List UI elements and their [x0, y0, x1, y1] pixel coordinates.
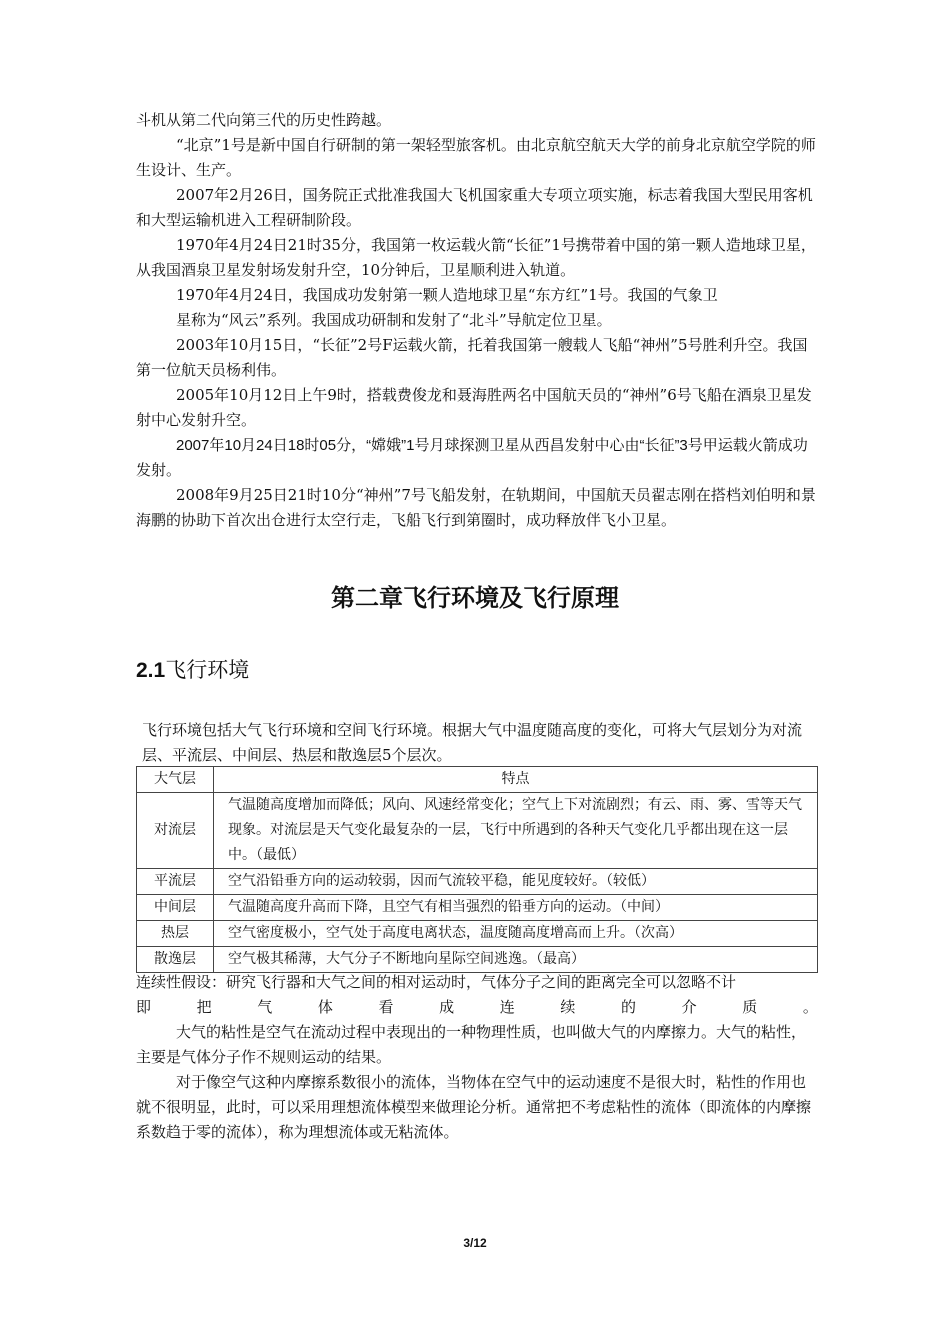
page-number: 3/12 [463, 1236, 487, 1250]
layer-name: 散逸层 [137, 947, 214, 973]
layer-name: 平流层 [137, 869, 214, 895]
section-number: 2.1 [136, 659, 166, 682]
layer-feature: 空气极其稀薄，大气分子不断地向星际空间逃逸。（最高） [214, 947, 818, 973]
layer-feature: 空气沿铅垂方向的运动较弱，因而气流较平稳，能见度较好。（较低） [214, 869, 818, 895]
table-row [137, 921, 818, 947]
table-row [137, 869, 818, 895]
section-title: 飞行环境 [165, 658, 250, 682]
continuity-assumption-line: 连续性假设：研究飞行器和大气之间的相对运动时，气体分子之间的距离完全可以忽略不计 [136, 973, 737, 991]
justified-char: 气 [257, 998, 273, 1016]
justified-char: 体 [317, 998, 333, 1016]
paragraph-shenzhou-6: 2005年10月12日上午9时，搭载费俊龙和聂海胜两名中国航天员的“神州”6号飞船在酒泉卫星发射中心发射升空。 [136, 386, 812, 429]
justified-char: 。 [802, 998, 818, 1016]
justified-char: 续 [560, 998, 576, 1016]
paragraph-fighter-generation: 斗机从第二代向第三代的历史性跨越。 [136, 111, 392, 129]
justified-char: 把 [196, 998, 212, 1016]
table-row [137, 793, 818, 869]
justified-char: 即 [136, 998, 152, 1016]
justified-char: 的 [621, 998, 637, 1016]
continuity-justified-line [136, 995, 818, 1020]
table-header-row [137, 767, 818, 793]
paragraph-change-1: 2007年10月24日18时05分，“嫦娥”1号月球探测卫星从西昌发射中心由“长征”3号甲运载火箭成功发射。 [136, 437, 808, 479]
viscosity-paragraph: 大气的粘性是空气在流动过程中表现出的一种物理性质，也叫做大气的内摩擦力。大气的粘性，主要是气体分子作不规则运动的结果。 [136, 1023, 807, 1066]
table-row [137, 895, 818, 921]
paragraph-beijing-1: “北京”1号是新中国自行研制的第一架轻型旅客机。由北京航空航天大学的前身北京航空学院的师生设计、生产。 [136, 136, 816, 179]
table-header-layer: 大气层 [137, 767, 214, 793]
layer-name: 热层 [137, 921, 214, 947]
justified-char: 连 [499, 998, 515, 1016]
chapter-title: 第二章飞行环境及飞行原理 [331, 584, 619, 612]
layer-name: 中间层 [137, 895, 214, 921]
paragraph-big-aircraft-project: 2007年2月26日，国务院正式批准我国大飞机国家重大专项立项实施，标志着我国大型民用客机和大型运输机进入工程研制阶段。 [136, 186, 813, 229]
paragraph-long-march-1: 1970年4月24日21时35分，我国第一枚运载火箭“长征”1号携带着中国的第一颗人造地球卫星，从我国酒泉卫星发射场发射升空，10分钟后，卫星顺利进入轨道。 [136, 236, 816, 279]
justified-char: 看 [378, 998, 394, 1016]
justified-char: 质 [742, 998, 758, 1016]
atmosphere-layers-table [136, 766, 818, 973]
justified-char: 介 [681, 998, 697, 1016]
intro-paragraph: 飞行环境包括大气飞行环境和空间飞行环境。根据大气中温度随高度的变化，可将大气层划分为对流层、平流层、中间层、热层和散逸层5个层次。 [142, 721, 803, 764]
ideal-fluid-paragraph: 对于像空气这种内摩擦系数很小的流体，当物体在空气中的运动速度不是很大时，粘性的作用也就不很明显，此时，可以采用理想流体模型来做理论分析。通常把不考虑粘性的流体（即流体的内摩擦系数趋于零的流体），称为理想流体或无粘流体。 [136, 1073, 812, 1141]
paragraph-fengyun-beidou: 星称为“风云”系列。我国成功研制和发射了“北斗”导航定位卫星。 [176, 311, 612, 329]
section-heading [136, 655, 249, 686]
table-header-feature: 特点 [214, 767, 818, 793]
history-paragraphs [136, 108, 818, 533]
layer-name: 对流层 [137, 793, 214, 869]
paragraph-shenzhou-7: 2008年9月25日21时10分“神州”7号飞船发射，在轨期间，中国航天员翟志刚在搭档刘伯明和景海鹏的协助下首次出仓进行太空行走，飞船飞行到第圈时，成功释放伴飞小卫星。 [136, 486, 816, 529]
layer-feature: 气温随高度升高而下降，且空气有相当强烈的铅垂方向的运动。（中间） [214, 895, 818, 921]
layer-feature: 气温随高度增加而降低；风向、风速经常变化；空气上下对流剧烈；有云、雨、雾、雪等天气现象。对流层是天气变化最复杂的一层，飞行中所遇到的各种天气变化几乎都出现在这一层中。（最低） [214, 793, 818, 869]
paragraph-shenzhou-5: 2003年10月15日，“长征”2号F运载火箭，托着我国第一艘载人飞船“神州”5号胜利升空。我国第一位航天员杨利伟。 [136, 336, 808, 379]
layer-feature: 空气密度极小，空气处于高度电离状态，温度随高度增高而上升。（次高） [214, 921, 818, 947]
fluid-paragraphs [136, 970, 818, 1145]
table-row [137, 947, 818, 973]
paragraph-dongfanghong-1: 1970年4月24日，我国成功发射第一颗人造地球卫星“东方红”1号。我国的气象卫 [176, 286, 718, 304]
justified-char: 成 [439, 998, 455, 1016]
